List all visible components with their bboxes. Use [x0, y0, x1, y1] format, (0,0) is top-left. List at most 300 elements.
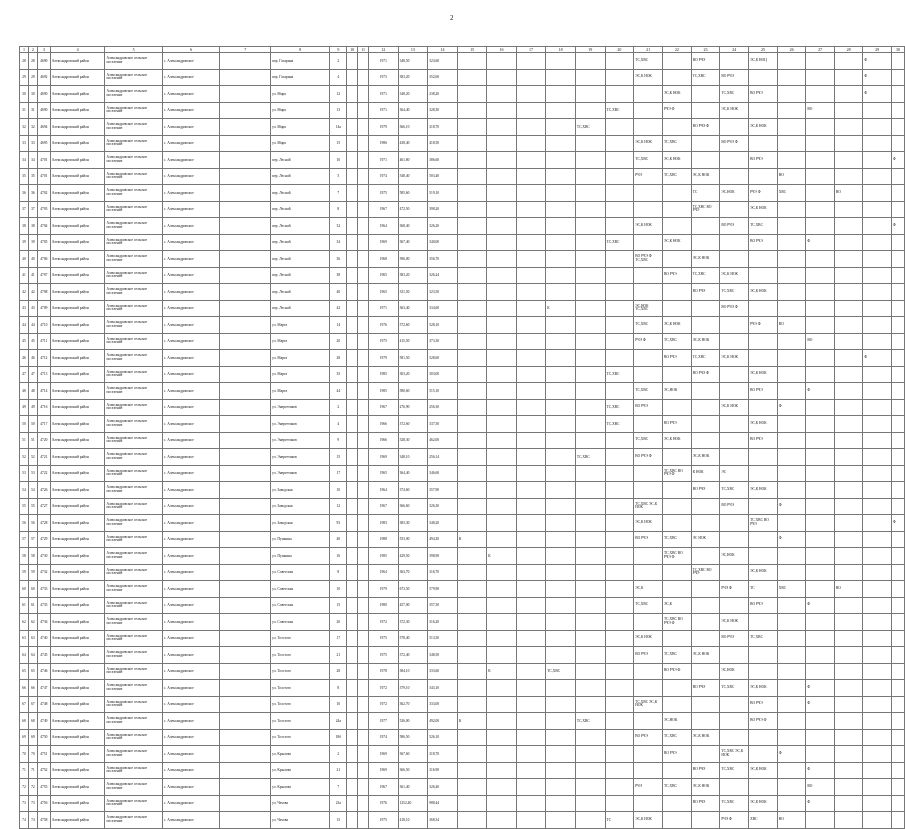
table-cell: 348,50	[428, 647, 458, 664]
table-cell: Александровский район	[50, 135, 105, 152]
table-cell: 74	[28, 812, 37, 829]
table-cell: 4730	[37, 548, 50, 565]
table-cell: 515,10	[428, 383, 458, 400]
table-cell	[575, 812, 605, 829]
table-cell	[546, 152, 576, 169]
table-row	[20, 614, 905, 631]
table-cell	[358, 168, 369, 185]
table-row	[20, 102, 905, 119]
column-header: 8	[271, 47, 330, 53]
table-cell	[720, 333, 749, 350]
table-cell	[691, 515, 720, 532]
table-cell	[634, 746, 663, 763]
table-cell	[347, 713, 358, 730]
table-cell	[777, 614, 806, 631]
table-cell	[347, 449, 358, 466]
table-cell: 1972	[369, 696, 399, 713]
table-cell	[516, 614, 545, 631]
table-cell	[347, 614, 358, 631]
table-cell	[516, 465, 545, 482]
table-cell	[749, 663, 778, 680]
table-cell	[358, 234, 369, 251]
table-cell	[575, 614, 605, 631]
table-cell	[806, 201, 835, 218]
table-cell	[806, 366, 835, 383]
table-cell	[546, 713, 576, 730]
table-cell	[749, 251, 778, 268]
table-cell	[749, 449, 778, 466]
table-cell	[575, 152, 605, 169]
table-cell: 352,60	[428, 69, 458, 86]
table-cell: 37	[20, 201, 29, 218]
table-cell	[605, 284, 634, 301]
table-cell: 34	[330, 234, 347, 251]
table-cell	[575, 515, 605, 532]
table-cell: 379,10	[398, 680, 428, 697]
table-cell: ТС,ХВС	[662, 779, 691, 796]
table-cell	[634, 416, 663, 433]
table-cell	[546, 432, 576, 449]
table-cell	[863, 251, 892, 268]
table-cell: 62	[28, 614, 37, 631]
table-cell: Александровское сельское поселение	[105, 251, 162, 268]
table-cell	[834, 234, 863, 251]
table-cell: 383,30	[398, 515, 428, 532]
table-row	[20, 581, 905, 598]
table-cell	[457, 218, 486, 235]
table-cell: Александровский район	[50, 251, 105, 268]
table-cell	[457, 119, 486, 136]
table-cell: 4717	[37, 416, 50, 433]
table-cell	[358, 564, 369, 581]
column-header: 9	[330, 47, 347, 53]
table-cell: 461,80	[398, 152, 428, 169]
table-cell	[605, 218, 634, 235]
table-cell	[834, 630, 863, 647]
table-cell	[834, 696, 863, 713]
table-cell: 256,30	[428, 399, 458, 416]
table-cell: ЭС,К НОК	[749, 564, 778, 581]
table-cell: ВО РЧЭ Ф	[634, 449, 663, 466]
table-row	[20, 663, 905, 680]
table-cell	[220, 614, 271, 631]
table-cell: 67	[20, 696, 29, 713]
table-cell	[575, 630, 605, 647]
table-cell	[546, 812, 576, 829]
table-cell: Александровское сельское поселение	[105, 795, 162, 812]
table-cell	[863, 779, 892, 796]
table-cell: 374,60	[398, 482, 428, 499]
table-cell	[806, 284, 835, 301]
table-cell	[546, 498, 576, 515]
table-cell: Ф	[806, 234, 835, 251]
table-cell	[358, 69, 369, 86]
table-cell: ВО РЧЭ Ф	[720, 300, 749, 317]
table-cell: с. Александровское	[162, 597, 219, 614]
table-cell	[347, 812, 358, 829]
table-cell	[575, 779, 605, 796]
table-cell: 4703	[37, 201, 50, 218]
table-cell	[546, 630, 576, 647]
table-cell: Александровский район	[50, 795, 105, 812]
table-cell	[662, 218, 691, 235]
table-cell	[891, 812, 904, 829]
table-cell: 4722	[37, 465, 50, 482]
table-cell: 318,70	[428, 746, 458, 763]
table-cell	[487, 696, 516, 713]
table-cell	[863, 564, 892, 581]
table-cell: 4716	[37, 399, 50, 416]
table-cell: ТС,ХВС ЭС,К НОК	[634, 498, 663, 515]
table-cell: 54	[20, 482, 29, 499]
table-cell: РЧЭ Ф	[634, 333, 663, 350]
table-cell: ТС,ХВС	[749, 630, 778, 647]
table-cell: 15	[330, 449, 347, 466]
table-cell	[347, 416, 358, 433]
table-cell	[691, 383, 720, 400]
table-cell	[806, 350, 835, 367]
table-row	[20, 185, 905, 202]
table-cell: 4690	[37, 86, 50, 103]
table-cell: с. Александровское	[162, 663, 219, 680]
table-cell	[749, 465, 778, 482]
table-cell	[457, 168, 486, 185]
table-cell	[220, 779, 271, 796]
table-cell	[891, 135, 904, 152]
table-cell: 1968	[369, 251, 399, 268]
table-cell	[347, 729, 358, 746]
table-cell: Александровское сельское поселение	[105, 152, 162, 169]
table-cell	[516, 663, 545, 680]
column-header: 28	[834, 47, 863, 53]
column-header: 22	[662, 47, 691, 53]
table-cell	[516, 119, 545, 136]
table-cell	[516, 102, 545, 119]
table-cell	[806, 416, 835, 433]
table-cell: 372,60	[398, 416, 428, 433]
table-cell: ЭС,К НОК	[720, 399, 749, 416]
table-cell	[806, 267, 835, 284]
table-row	[20, 135, 905, 152]
table-cell	[834, 482, 863, 499]
table-cell: 586,50	[398, 729, 428, 746]
table-cell	[457, 663, 486, 680]
table-cell: 14а	[330, 119, 347, 136]
table-cell	[777, 300, 806, 317]
table-cell: ТС,ХВС	[691, 69, 720, 86]
table-cell: ХВС	[777, 581, 806, 598]
table-cell: 72	[20, 779, 29, 796]
table-cell: 357,50	[428, 597, 458, 614]
table-cell	[777, 630, 806, 647]
column-header: 12	[369, 47, 399, 53]
table-cell: Александровский район	[50, 201, 105, 218]
table-cell	[605, 267, 634, 284]
table-cell	[546, 696, 576, 713]
table-cell: ЭС,К НОК	[634, 630, 663, 647]
table-cell: 35	[330, 366, 347, 383]
table-cell: ЭС,К НОК	[691, 168, 720, 185]
table-row	[20, 350, 905, 367]
table-cell	[358, 201, 369, 218]
table-cell: 39	[28, 234, 37, 251]
table-cell: ЭС,К НОК	[634, 812, 663, 829]
table-cell: 1965	[369, 465, 399, 482]
table-cell: 4746	[37, 663, 50, 680]
table-cell	[575, 366, 605, 383]
table-cell: 1969	[369, 234, 399, 251]
table-cell: 4728	[37, 515, 50, 532]
table-cell	[634, 482, 663, 499]
table-cell: 30	[28, 86, 37, 103]
table-cell	[834, 779, 863, 796]
table-cell	[605, 564, 634, 581]
table-cell	[575, 201, 605, 218]
table-cell	[347, 663, 358, 680]
table-cell: ул. Толстого	[271, 630, 330, 647]
table-cell	[891, 300, 904, 317]
table-cell	[691, 218, 720, 235]
table-cell	[605, 713, 634, 730]
table-cell: 1252,40	[398, 795, 428, 812]
table-cell: 1983	[369, 515, 399, 532]
table-cell: 63	[28, 630, 37, 647]
table-cell: РЧЭ	[634, 168, 663, 185]
table-cell: Александровское сельское поселение	[105, 333, 162, 350]
table-cell	[220, 548, 271, 565]
table-cell: ТС,ХВС	[605, 102, 634, 119]
table-cell	[891, 86, 904, 103]
table-cell	[634, 201, 663, 218]
table-cell: ТС,ХВС	[691, 267, 720, 284]
table-cell: ЭС,К НОК	[662, 432, 691, 449]
table-cell	[662, 399, 691, 416]
table-cell	[891, 581, 904, 598]
table-cell: ТС,ХВС	[691, 350, 720, 367]
table-cell: 1972	[369, 680, 399, 697]
table-row	[20, 251, 905, 268]
table-cell	[487, 482, 516, 499]
table-cell: с. Александровское	[162, 416, 219, 433]
table-cell	[516, 696, 545, 713]
table-cell: ЭС,К НОК	[749, 762, 778, 779]
table-cell: Александровский район	[50, 449, 105, 466]
table-cell: РЧЭ Ф	[749, 317, 778, 334]
table-cell: с. Александровское	[162, 86, 219, 103]
table-cell: ВО РЧЭ Ф	[662, 663, 691, 680]
table-cell	[457, 267, 486, 284]
table-cell	[516, 152, 545, 169]
table-cell	[777, 119, 806, 136]
table-cell	[891, 69, 904, 86]
table-cell: ул. Заводская	[271, 482, 330, 499]
table-cell: ул. Марта	[271, 366, 330, 383]
table-cell	[347, 366, 358, 383]
table-cell: пер. Лесной	[271, 251, 330, 268]
table-cell	[834, 531, 863, 548]
table-cell	[806, 69, 835, 86]
table-cell: 32	[20, 119, 29, 136]
table-cell: ВО РЧЭ	[720, 69, 749, 86]
table-cell	[834, 383, 863, 400]
table-cell: 73	[28, 795, 37, 812]
table-row	[20, 86, 905, 103]
table-row	[20, 531, 905, 548]
table-cell	[487, 647, 516, 664]
table-cell: 45	[28, 333, 37, 350]
table-cell: 513,50	[428, 630, 458, 647]
table-cell: ВО РЧЭ	[691, 680, 720, 697]
table-cell	[516, 366, 545, 383]
table-cell: Ф	[806, 680, 835, 697]
table-cell: 56	[28, 515, 37, 532]
table-cell	[487, 746, 516, 763]
table-cell	[806, 647, 835, 664]
table-cell	[487, 515, 516, 532]
table-cell	[834, 729, 863, 746]
table-cell	[347, 284, 358, 301]
table-cell	[891, 680, 904, 697]
table-cell	[546, 581, 576, 598]
table-cell	[691, 317, 720, 334]
table-cell	[777, 713, 806, 730]
table-cell	[516, 284, 545, 301]
table-cell	[516, 515, 545, 532]
table-cell: с. Александровское	[162, 135, 219, 152]
table-cell: ВО	[834, 185, 863, 202]
table-cell: ТС,ХВС	[634, 597, 663, 614]
table-cell	[749, 399, 778, 416]
table-cell: 303,20	[398, 366, 428, 383]
table-cell	[634, 119, 663, 136]
table-cell: с. Александровское	[162, 581, 219, 598]
table-cell	[575, 218, 605, 235]
table-cell	[220, 482, 271, 499]
table-cell: 4758	[37, 812, 50, 829]
table-cell: 326,24	[428, 267, 458, 284]
table-cell: ТС,ХВС	[634, 53, 663, 70]
table-cell: Александровский район	[50, 168, 105, 185]
table-cell: ВО РЧЭ	[720, 498, 749, 515]
table-cell	[806, 119, 835, 136]
table-cell	[516, 416, 545, 433]
table-cell: ЭС,НОК	[662, 383, 691, 400]
table-cell	[777, 251, 806, 268]
table-cell: с. Александровское	[162, 713, 219, 730]
table-cell: 1975	[369, 812, 399, 829]
table-cell: 4749	[37, 713, 50, 730]
table-cell: Александровское сельское поселение	[105, 201, 162, 218]
table-cell: ВО	[806, 102, 835, 119]
table-cell	[834, 119, 863, 136]
table-cell: 1973	[369, 69, 399, 86]
table-row	[20, 69, 905, 86]
table-cell	[220, 201, 271, 218]
table-cell	[358, 432, 369, 449]
table-row	[20, 284, 905, 301]
table-cell: 366,60	[398, 498, 428, 515]
table-cell	[220, 234, 271, 251]
table-cell	[220, 762, 271, 779]
table-cell: Александровское сельское поселение	[105, 498, 162, 515]
table-cell: 45	[20, 333, 29, 350]
table-cell: 53	[28, 465, 37, 482]
table-cell	[605, 647, 634, 664]
table-cell: 12	[330, 86, 347, 103]
table-cell	[516, 630, 545, 647]
table-cell	[634, 548, 663, 565]
table-cell	[863, 795, 892, 812]
table-cell: Александровский район	[50, 333, 105, 350]
table-cell	[358, 647, 369, 664]
table-cell	[605, 53, 634, 70]
table-cell: 528,60	[428, 350, 458, 367]
table-cell: Александровский район	[50, 416, 105, 433]
table-cell: ТС,ХВС	[546, 663, 576, 680]
table-cell: РЧЭ	[634, 779, 663, 796]
column-header: 17	[516, 47, 545, 53]
table-cell: 36	[28, 185, 37, 202]
table-cell	[806, 548, 835, 565]
table-cell	[863, 465, 892, 482]
table-cell: 1969	[369, 746, 399, 763]
table-cell	[605, 548, 634, 565]
table-cell: 343,10	[428, 680, 458, 697]
table-cell	[516, 498, 545, 515]
table-cell: 36	[330, 251, 347, 268]
table-cell	[834, 449, 863, 466]
table-cell: 4702	[37, 185, 50, 202]
table-cell	[777, 465, 806, 482]
table-cell	[691, 300, 720, 317]
table-cell: Александровский район	[50, 482, 105, 499]
table-cell: 348,20	[398, 86, 428, 103]
table-cell: ТС	[691, 185, 720, 202]
table-cell	[347, 267, 358, 284]
table-cell	[749, 729, 778, 746]
table-cell	[358, 779, 369, 796]
table-cell: 1966	[369, 432, 399, 449]
table-cell: 528,10	[428, 317, 458, 334]
table-cell: 4721	[37, 449, 50, 466]
table-cell	[891, 482, 904, 499]
table-cell: с. Александровское	[162, 729, 219, 746]
table-cell: ВО РЧЭ	[634, 399, 663, 416]
table-cell: Александровский район	[50, 399, 105, 416]
table-cell	[220, 597, 271, 614]
table-cell: с. Александровское	[162, 779, 219, 796]
table-cell	[347, 696, 358, 713]
table-cell	[863, 201, 892, 218]
table-cell	[662, 185, 691, 202]
table-cell: 40	[28, 251, 37, 268]
table-cell: 30	[20, 86, 29, 103]
table-cell	[777, 383, 806, 400]
table-cell	[457, 465, 486, 482]
table-cell: 40	[330, 531, 347, 548]
table-cell	[487, 53, 516, 70]
table-cell	[457, 696, 486, 713]
table-cell	[777, 284, 806, 301]
table-row	[20, 449, 905, 466]
table-cell	[575, 746, 605, 763]
table-cell: 4756	[37, 795, 50, 812]
table-cell: ВО РЧЭ	[749, 234, 778, 251]
table-cell: ул. Толстого	[271, 663, 330, 680]
table-cell	[546, 449, 576, 466]
table-row	[20, 399, 905, 416]
table-cell: 28	[330, 663, 347, 680]
